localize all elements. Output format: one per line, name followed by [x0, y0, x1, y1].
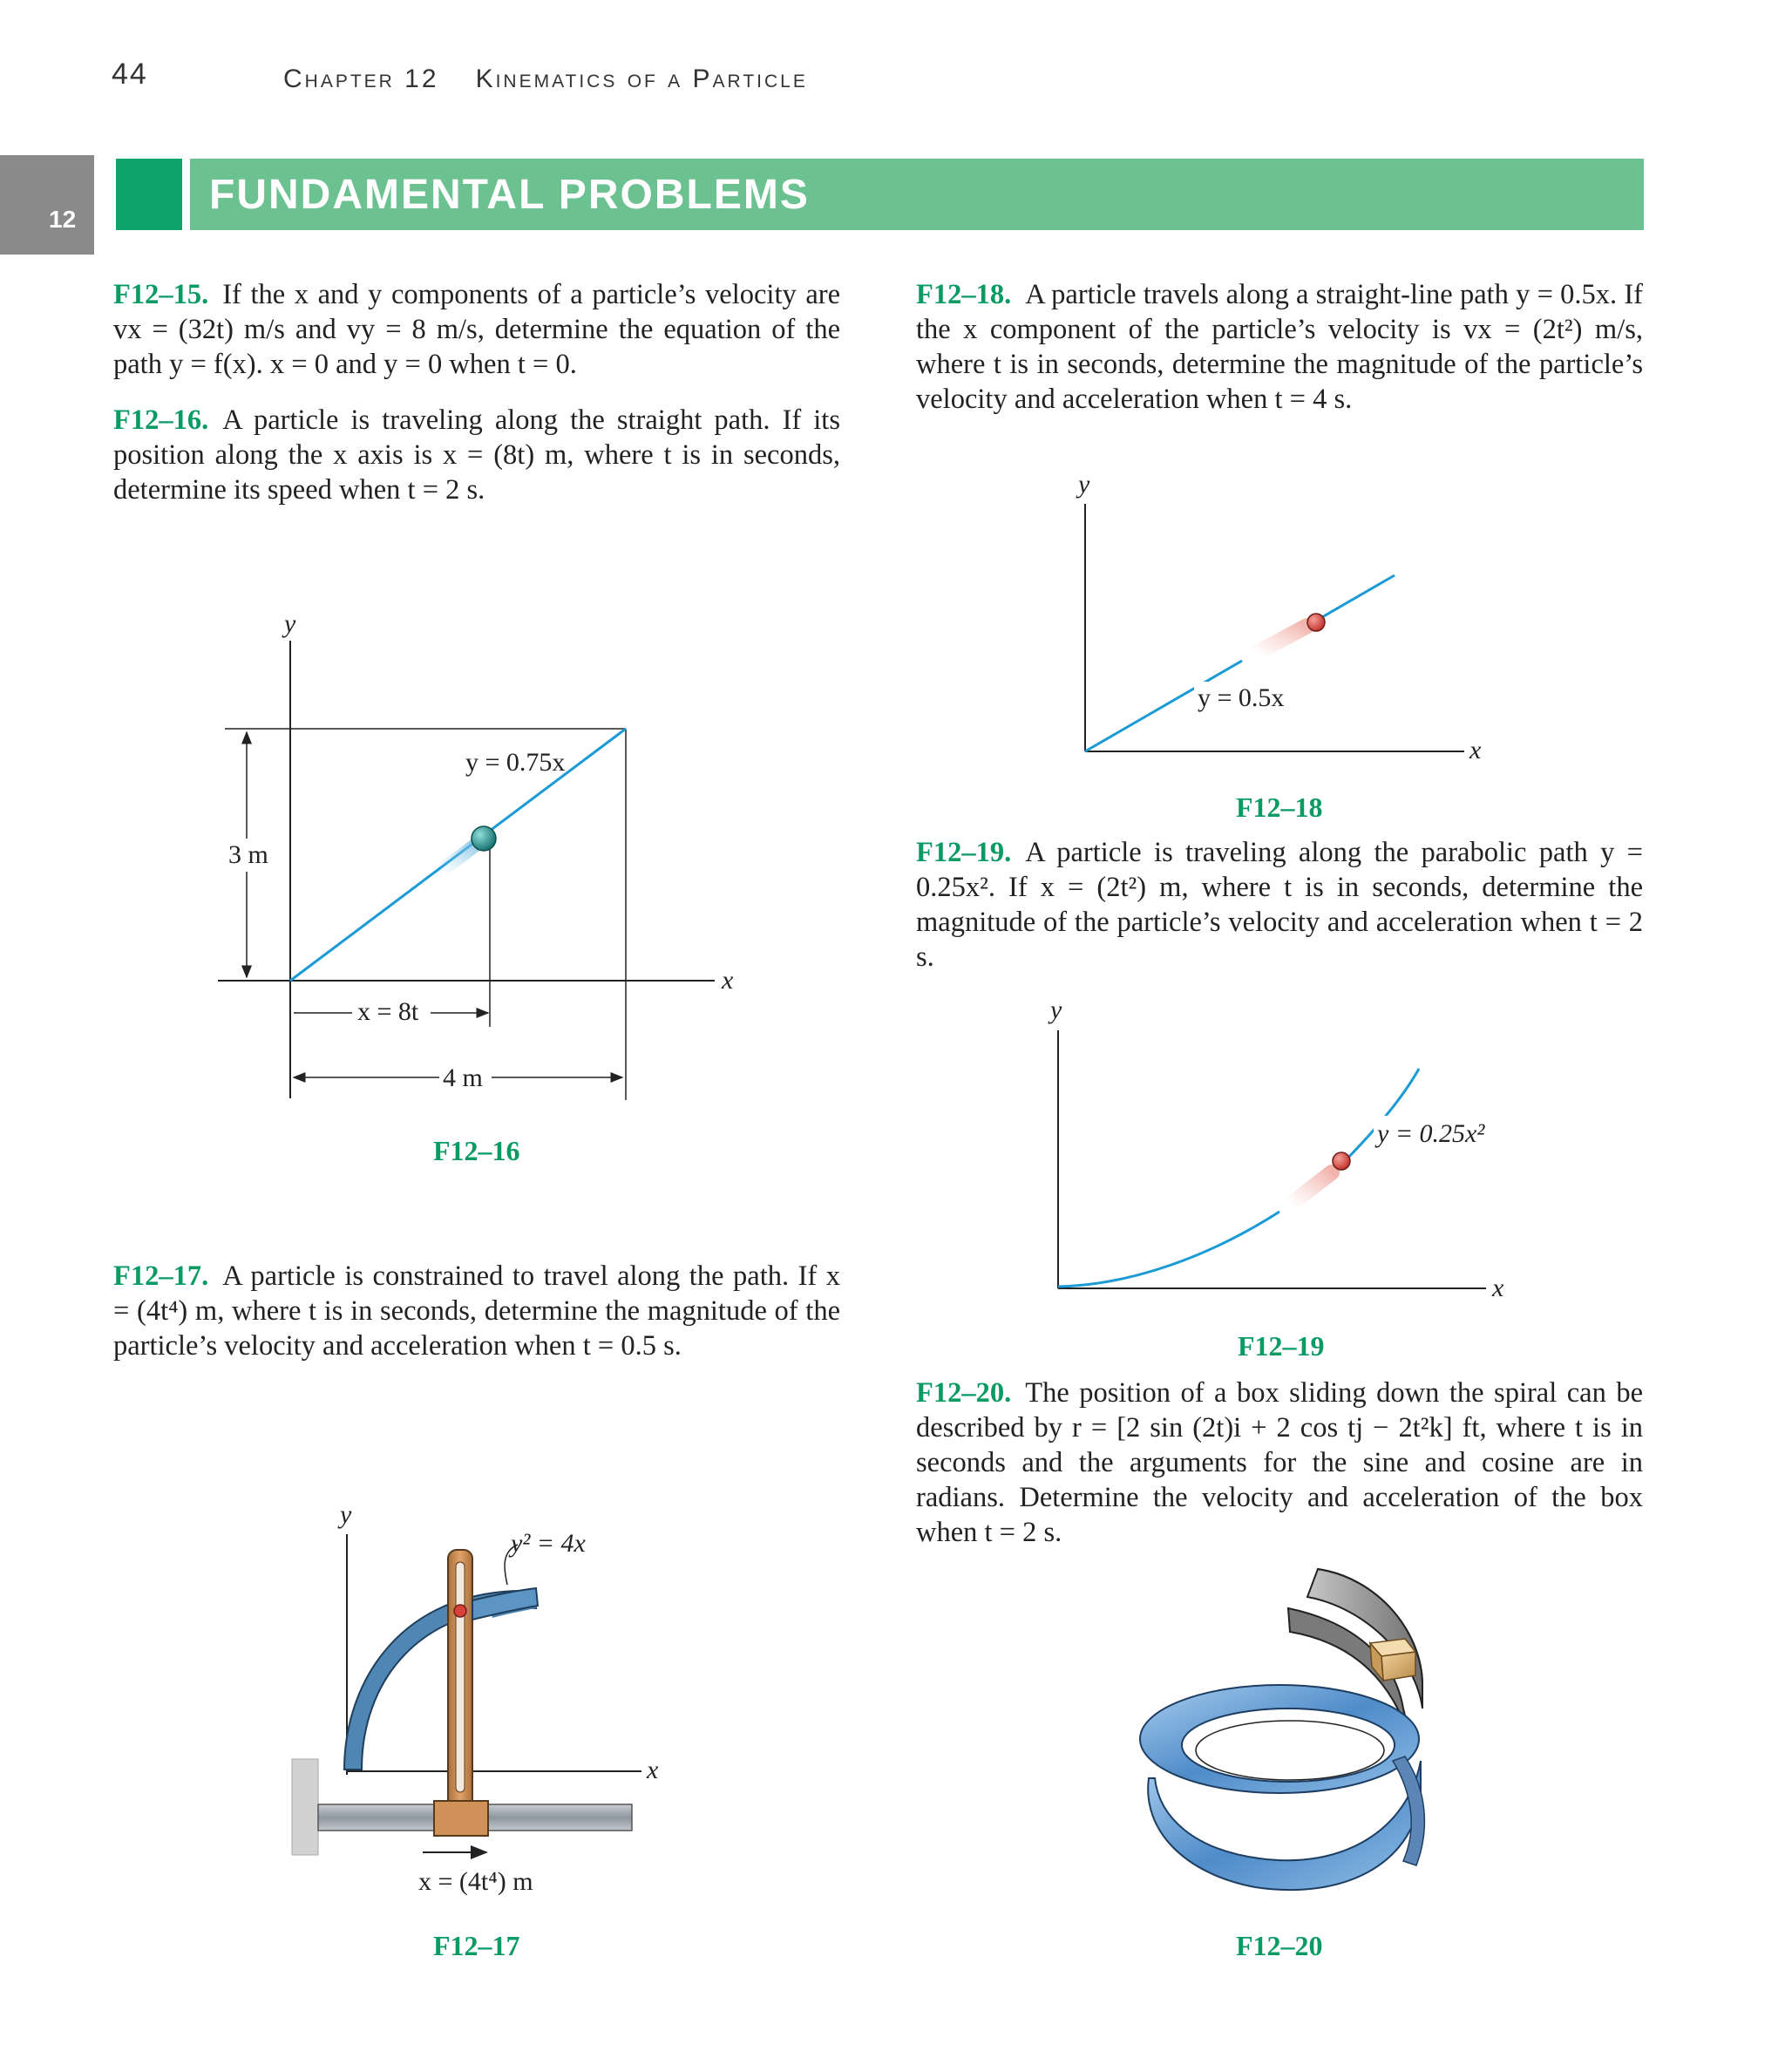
section-title: FUNDAMENTAL PROBLEMS	[209, 172, 810, 218]
height-label: 3 m	[228, 840, 268, 869]
problem-text: The position of a box sliding down the spiral can be described by r = [2 sin (2t)i + 2 cos tj − 2t²k] ft, where t is in seconds and the arguments for the sine and cosine are in radians. Determine the velocity and acceleration of the box when t = 2 s.	[916, 1377, 1643, 1548]
x-axis-label: x	[722, 966, 734, 995]
problem-text: A particle is traveling along the straight path. If its position along the x axis is x = (8t) m, where t is in seconds, determine its speed when t = 2 s.	[113, 404, 840, 506]
problem-id: F12–17.	[113, 1260, 209, 1292]
chapter-label: Chapter 12	[283, 65, 439, 93]
figure-caption-f12-19: F12–19	[1238, 1330, 1325, 1362]
chapter-side-tab: 12	[0, 155, 94, 255]
problem-id: F12–16.	[113, 404, 209, 436]
spiral-ring-inner	[1182, 1709, 1395, 1782]
y-axis-label: y	[1078, 470, 1090, 499]
path-label: y = 0.75x	[465, 748, 566, 777]
width-label: 4 m	[443, 1063, 483, 1092]
path-label: y = 0.25x²	[1377, 1119, 1485, 1148]
x-axis-label: x	[647, 1756, 659, 1784]
problem-id: F12–20.	[916, 1377, 1012, 1409]
figure-caption-f12-20: F12–20	[1236, 1930, 1323, 1961]
problem-id: F12–15.	[113, 279, 209, 310]
x-axis-label: x	[1469, 736, 1482, 764]
path-label: y = 0.5x	[1198, 683, 1285, 712]
problem-id: F12–19.	[916, 837, 1012, 868]
figure-caption-f12-16: F12–16	[433, 1135, 520, 1166]
box-front-face	[1381, 1652, 1415, 1681]
y-axis-label: y	[340, 1500, 352, 1529]
problem-text: A particle is constrained to travel along the path. If x = (4t⁴) m, where t is in seconds, determine the magnitude of the particle’s velocity and acceleration when t = 0.5 s.	[113, 1260, 840, 1362]
problem-text: If the x and y components of a particle’s velocity are vx = (32t) m/s and vy = 8 m/s, determine the equation of the path y = f(x). x = 0 and y = 0 when t = 0.	[113, 279, 840, 380]
y-axis-label: y	[1050, 995, 1062, 1024]
path-label: y² = 4x	[511, 1529, 586, 1558]
position-label: x = (4t⁴) m	[418, 1867, 533, 1896]
problem-text: A particle travels along a straight-line path y = 0.5x. If the x component of the particle’s velocity is vx = (2t²) m/s, where t is in seconds, determine the magnitude of the particle’s velocity and acceleration when t = 4 s.	[916, 279, 1643, 415]
figure-caption-f12-17: F12–17	[433, 1930, 520, 1961]
problem-id: F12–18.	[916, 279, 1012, 310]
y-axis-label: y	[284, 609, 296, 638]
position-label: x = 8t	[357, 997, 419, 1026]
x-axis-label: x	[1492, 1274, 1504, 1302]
page-number: 44	[112, 58, 148, 91]
chapter-title: Kinematics of a Particle	[475, 65, 808, 93]
problem-text: A particle is traveling along the parabolic path y = 0.25x². If x = (2t²) m, where t is in seconds, determine the magnitude of the particle’s velocity and acceleration when t = 2 s.	[916, 837, 1643, 973]
figure-caption-f12-18: F12–18	[1236, 791, 1323, 823]
